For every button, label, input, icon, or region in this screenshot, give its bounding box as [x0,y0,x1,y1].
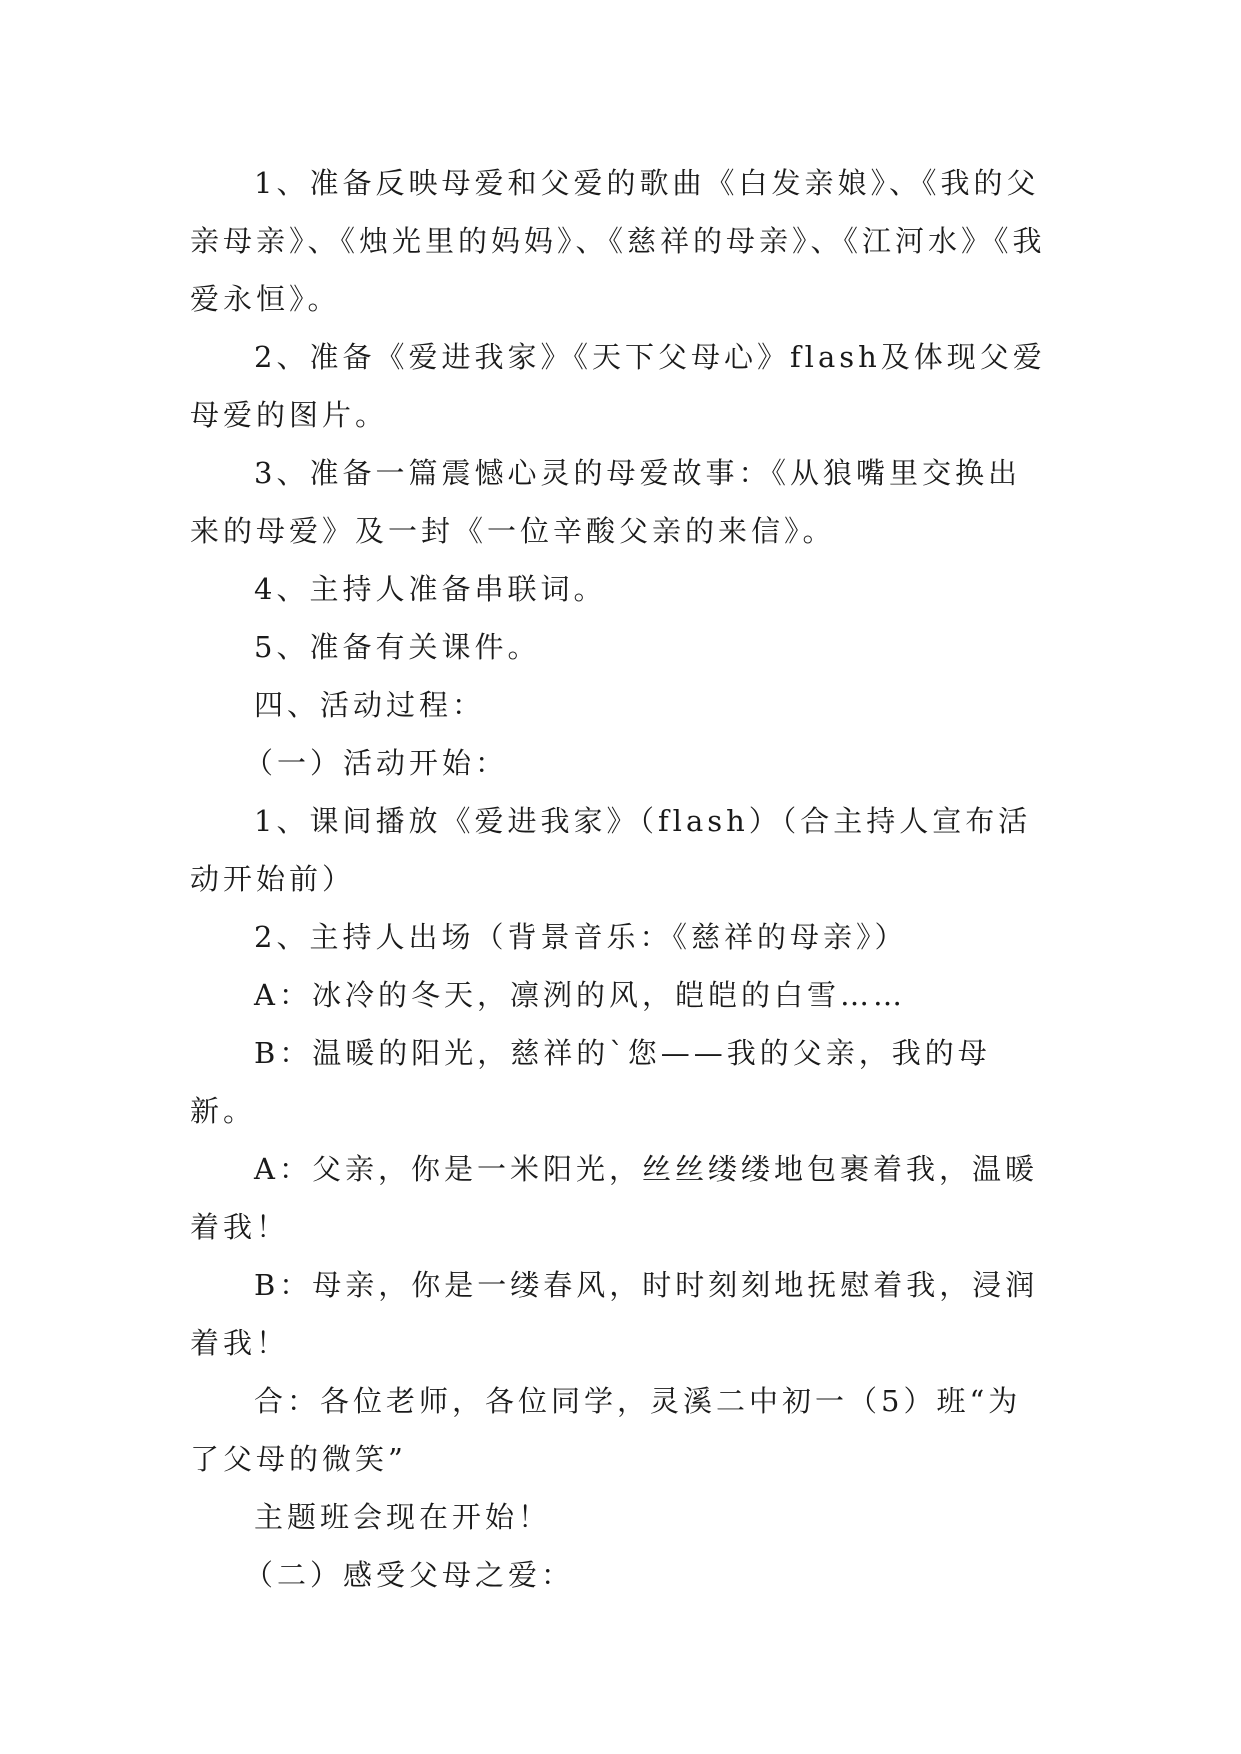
paragraph-prep-4: 4、主持人准备串联词。 [254,572,607,606]
paragraph-prep-5: 5、准备有关课件。 [254,630,541,664]
subsection-heading-start: （一）活动开始： [244,746,509,780]
paragraph-prep-1: 1、准备反映母爱和父爱的歌曲《白发亲娘》、《我的父亲母亲》、《烛光里的妈妈》、《慈祥的母亲》、《江河水》《我爱永恒》。 [190,166,1046,316]
paragraph-step-1: 1、课间播放《爱进我家》（flash）（合主持人宣布活动开始前） [190,804,1032,896]
paragraph-step-2: 2、主持人出场（背景音乐：《慈祥的母亲》） [254,920,908,954]
dialogue-line-b1: B：温暖的阳光，慈祥的`您——我的父亲，我的母新。 [190,1036,991,1128]
subsection-heading-feel-love: （二）感受父母之爱： [244,1558,575,1592]
section-heading-process: 四、活动过程： [254,688,486,722]
dialogue-line-a2: A：父亲，你是一米阳光，丝丝缕缕地包裹着我，温暖着我！ [190,1152,1038,1244]
dialogue-line-opening: 主题班会现在开始！ [254,1500,552,1534]
paragraph-prep-3: 3、准备一篇震憾心灵的母爱故事：《从狼嘴里交换出来的母爱》及一封《一位辛酸父亲的来信》。 [190,456,1021,548]
paragraph-prep-2: 2、准备《爱进我家》《天下父母心》flash及体现父爱母爱的图片。 [190,340,1046,432]
dialogue-line-b2: B：母亲，你是一缕春风，时时刻刻地抚慰着我，浸润着我！ [190,1268,1039,1360]
document-body [190,154,1050,1604]
dialogue-line-together: 合：各位老师，各位同学，灵溪二中初一（5）班“为了父母的微笑” [190,1384,1022,1476]
dialogue-line-a1: A：冰冷的冬天，凛洌的风，皑皑的白雪…… [254,978,906,1012]
